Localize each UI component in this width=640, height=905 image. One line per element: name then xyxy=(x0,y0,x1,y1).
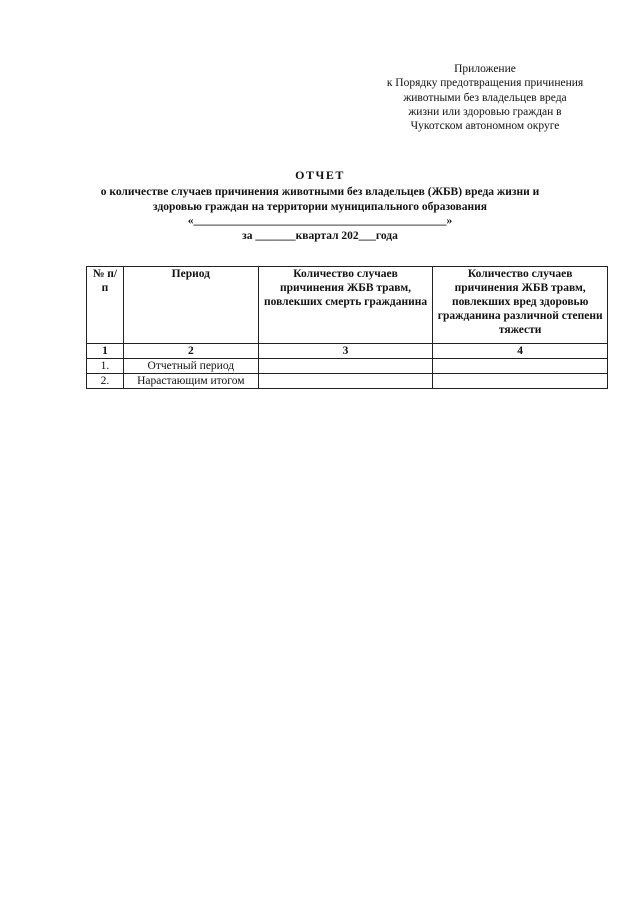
table-header-row xyxy=(87,267,608,344)
row-number: 1. xyxy=(87,359,124,374)
appendix-line: Приложение xyxy=(454,63,516,75)
column-number: 4 xyxy=(433,344,608,359)
row-number: 2. xyxy=(87,374,124,389)
appendix-line: жизни или здоровью граждан в xyxy=(408,105,562,118)
column-number: 2 xyxy=(123,344,258,359)
row-harm-cell[interactable] xyxy=(433,359,608,374)
row-period: Отчетный период xyxy=(123,359,258,374)
row-deaths-cell[interactable] xyxy=(258,374,433,389)
row-period: Нарастающим итогом xyxy=(123,374,258,389)
column-number: 1 xyxy=(87,344,124,359)
appendix-note xyxy=(370,62,600,133)
report-subtitle xyxy=(40,185,600,243)
table-row xyxy=(87,359,608,374)
subtitle-line: о количестве случаев причинения животными без владельцев (ЖБВ) вреда жизни и xyxy=(100,186,540,198)
appendix-line: Чукотском автономном округе xyxy=(410,120,560,133)
municipality-blank: «____________________________________________» xyxy=(187,215,453,227)
appendix-line: к Порядку предотвращения причинения xyxy=(386,77,584,90)
table-row xyxy=(87,374,608,389)
quarter-line: за _______квартал 202___года xyxy=(242,229,398,242)
appendix-line: животными без владельцев вреда xyxy=(403,91,567,104)
row-deaths-cell[interactable] xyxy=(258,359,433,374)
report-title: ОТЧЕТ xyxy=(295,168,345,182)
column-number: 3 xyxy=(258,344,433,359)
header-period: Период xyxy=(123,267,258,344)
subtitle-line: здоровью граждан на территории муниципального образования xyxy=(153,200,487,213)
column-number-row xyxy=(87,344,608,359)
report-table xyxy=(86,266,608,389)
row-harm-cell[interactable] xyxy=(433,374,608,389)
header-deaths: Количество случаев причинения ЖБВ травм, повлекших смерть гражданина xyxy=(258,267,433,344)
header-health-harm: Количество случаев причинения ЖБВ травм, повлекших вред здоровью гражданина различной степени тяжести xyxy=(433,267,608,344)
header-number: № п/п xyxy=(87,267,124,344)
